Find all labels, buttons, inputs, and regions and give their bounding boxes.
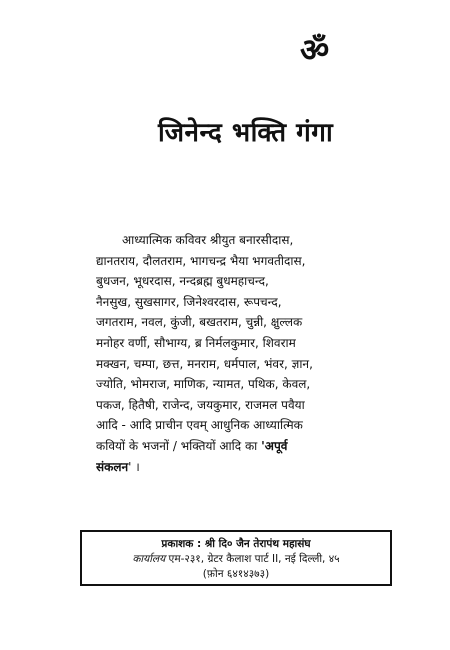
om-symbol: ॐ [300,31,330,69]
body-paragraph [96,230,382,477]
body-line: बुधजन, भूधरदास, नन्दब्रह्म बुधमहाचन्द, [96,274,269,289]
body-line-last [96,457,382,478]
office-label: कार्यालय [132,553,166,565]
body-line: द्यानतराय, दौलतराम, भागचन्द्र भैया भगवतीदास, [96,253,306,268]
publisher-box [80,530,392,586]
phone-number: (फ़ोन ६४१४३७३) [202,568,270,580]
body-line: ज्योति, भोमराज, माणिक, न्यामत, पथिक, केवल, [96,377,311,392]
body-line-with-highlight [96,436,382,457]
body-line: मक्खन, चम्पा, छत्त, मनराम, धर्मपाल, भंवर, ज्ञान, [96,356,313,371]
closing-punctuation: ' । [128,459,140,474]
highlight-text-end: संकलन [96,459,129,474]
highlight-text: 'अपूर्व [261,438,288,453]
body-line: मनोहर वर्णी, सौभाग्य, ब्र निर्मलकुमार, शिवराम [96,335,296,350]
body-line-text: कवियों के भजनों / भक्तियों आदि का [96,438,258,453]
body-line: आदि - आदि प्राचीन एवम् आधुनिक आध्यात्मिक [96,418,303,433]
office-address-line [82,552,390,566]
body-line: नैनसुख, सुखसागर, जिनेश्वरदास, रूपचन्द, [96,294,282,309]
body-line: आध्यात्मिक कविवर श्रीयुत बनारसीदास, [122,233,294,247]
body-line: पकज, हितैषी, राजेन्द, जयकुमार, राजमल पवैया [96,397,305,412]
office-address: एम-२३१, ग्रेटर कैलाश पार्ट II, नई दिल्ली, ४५ [168,553,340,565]
publisher-name: प्रकाशक : श्री दि० जैन तेरापंथ महासंघ [161,538,311,550]
body-line: जगतराम, नवल, कुंजी, बखतराम, चुन्नी, क्षुल्लक [96,315,303,330]
page-title: जिनेन्द भक्ति गंगा [158,118,334,148]
